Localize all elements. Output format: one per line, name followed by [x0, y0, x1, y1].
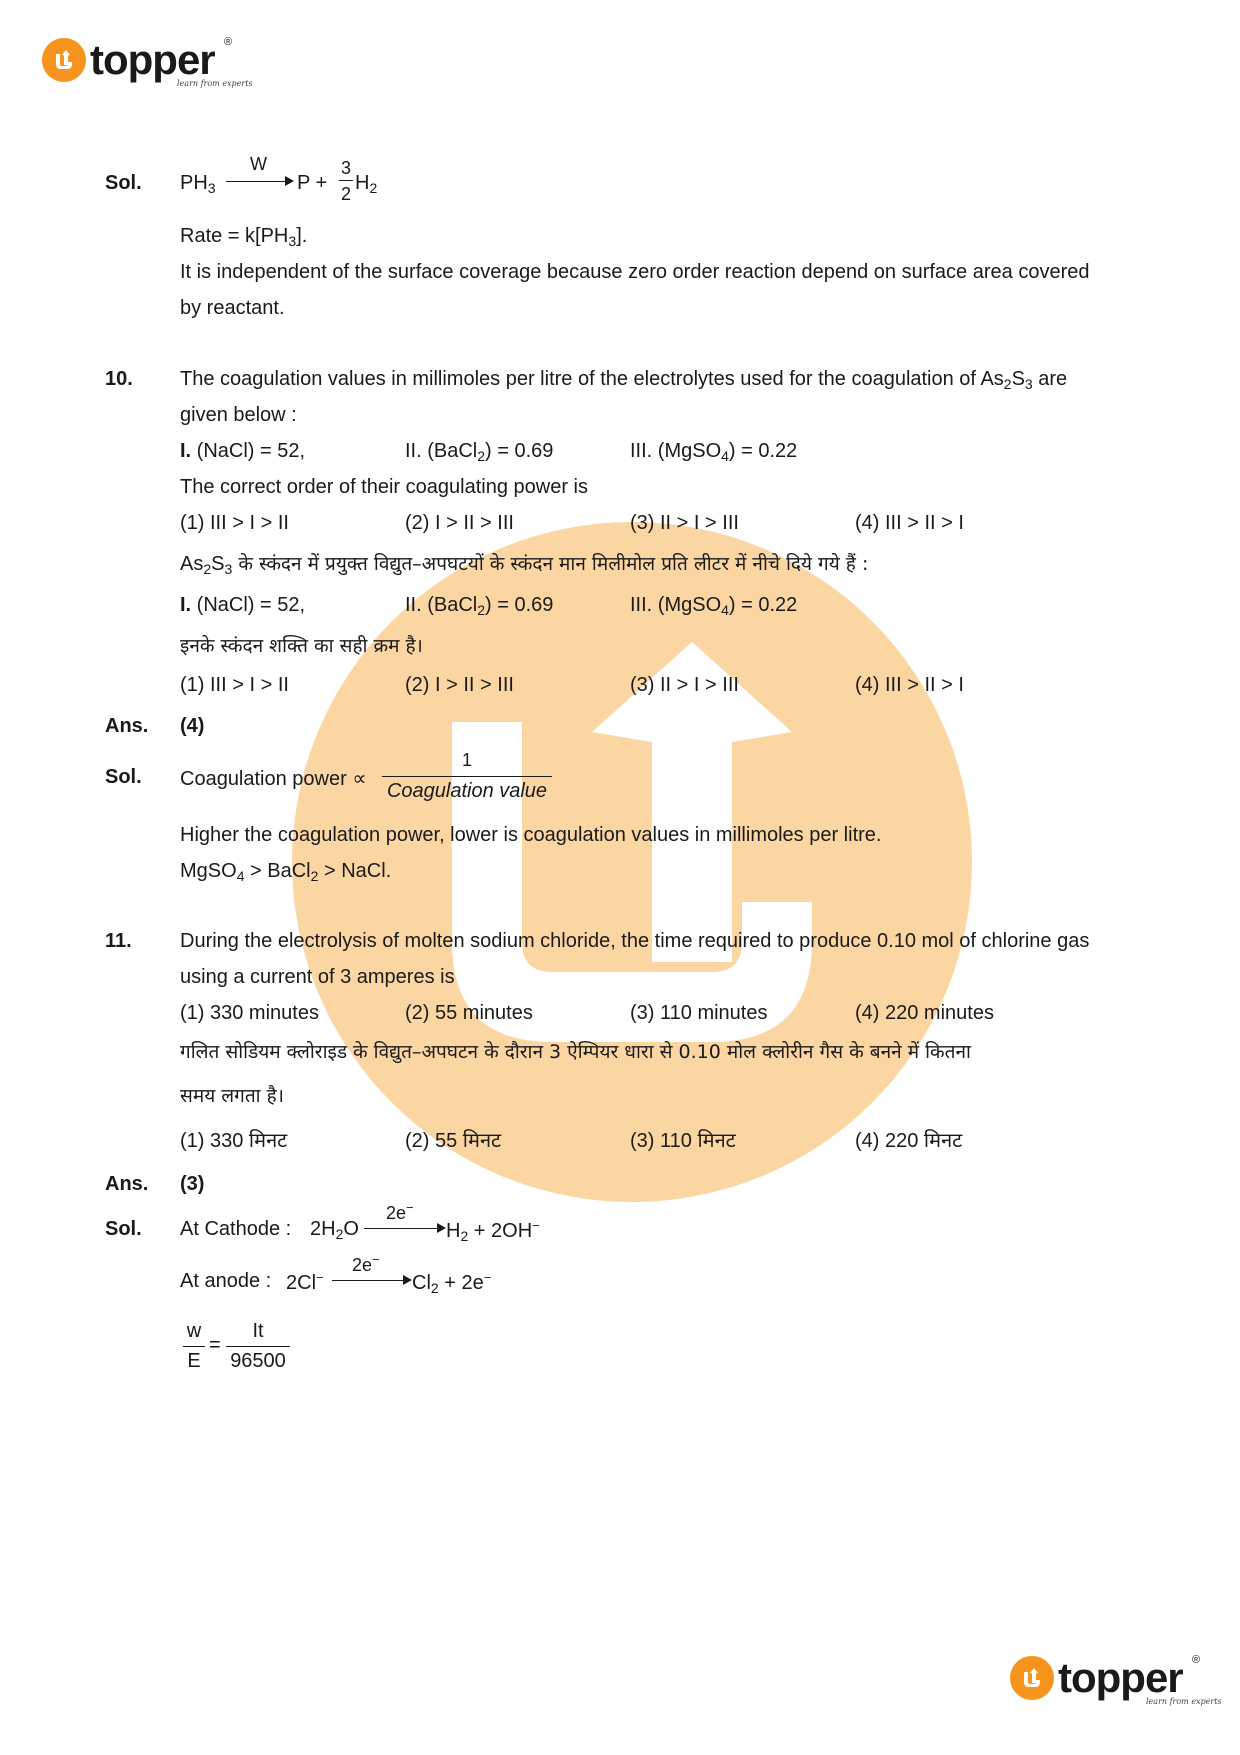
cathode-rhs: $H_2 + 2OH^-$	[446, 1218, 540, 1244]
anode-rhs: $Cl_2 + 2e^-$	[412, 1270, 492, 1296]
anode-label: At anode :	[180, 1270, 272, 1292]
q11-line1: During the electrolysis of molten sodium chloride, the time required to produce 0.10 mol of chlorine gas	[180, 930, 1090, 952]
q11-hindi-line2: समय लगता है।	[180, 1085, 284, 1107]
header-logo	[42, 36, 215, 84]
q10-line2: given below :	[180, 404, 297, 426]
question-number: 11.	[105, 930, 132, 952]
electrolyte-1: I. (NaCl) = 52,	[180, 440, 306, 462]
reaction-arrow	[226, 181, 292, 182]
registered-mark: ®	[1192, 1654, 1201, 1666]
ans-label: Ans.	[105, 715, 149, 737]
sol-label: Sol.	[105, 766, 142, 788]
anode-lhs: 2Cl−	[286, 1270, 324, 1294]
sol9-line1: It is independent of the surface coverage because zero order reaction depend on surface area covered	[180, 261, 1090, 283]
option-2: (2) I > II > III	[405, 512, 514, 534]
fraction-96500: 96500	[230, 1350, 286, 1372]
cathode-arrow	[364, 1228, 444, 1229]
answer-value: (4)	[180, 715, 205, 737]
fraction-bar	[183, 1346, 205, 1347]
brand-name: topper	[1058, 1654, 1183, 1701]
cathode-arrow-label: 2e−	[386, 1200, 414, 1223]
option-1: (1) 330 minutes	[180, 1002, 319, 1024]
rate-law: Rate = $k[PH_3]$.	[180, 225, 308, 249]
registered-mark: ®	[224, 36, 233, 48]
q11-hindi-line1: गलित सोडियम क्लोराइड के विद्युत–अपघटन के दौरान 3 ऐम्पियर धारा से 0.10 मोल क्लोरीन गैस के बनने में कितना	[180, 1041, 971, 1063]
hindi-option-1: (1) 330 मिनट	[180, 1130, 288, 1152]
topper-logo-icon	[1010, 1656, 1054, 1700]
q10-hindi-question: इनके स्कंदन शक्ति का सही क्रम है।	[180, 635, 423, 657]
hindi-option-4: (4) III > II > I	[855, 674, 964, 696]
hindi-option-3: (3) II > I > III	[630, 674, 739, 696]
arrow-label: W	[250, 154, 267, 174]
coagulation-power-text: Coagulation power ∝	[180, 768, 367, 790]
fraction-numerator: 1	[461, 750, 472, 770]
hindi-electrolyte-3: III. (MgSO$_4$) = 0.22	[630, 594, 798, 618]
sol10-line3: MgSO$_4$ > BaCl$_2$ > NaCl.	[180, 860, 392, 884]
option-2: (2) 55 minutes	[405, 1002, 533, 1024]
hindi-option-2: (2) I > II > III	[405, 674, 514, 696]
fraction-denominator: Coagulation value	[386, 780, 548, 802]
fraction-bar	[226, 1346, 290, 1347]
cathode-lhs: $2H_2O$	[310, 1218, 359, 1242]
equals-sign: =	[209, 1334, 221, 1356]
brand-name: topper	[90, 36, 215, 83]
brand-tagline: learn from experts	[177, 79, 253, 88]
fraction-bar	[382, 776, 552, 777]
fraction-e: E	[187, 1350, 201, 1372]
option-3: (3) II > I > III	[630, 512, 739, 534]
option-4: (4) 220 minutes	[855, 1002, 994, 1024]
option-3: (3) 110 minutes	[630, 1002, 768, 1024]
brand-tagline: learn from experts	[1146, 1697, 1222, 1706]
cathode-label: At Cathode :	[180, 1218, 292, 1240]
sol9-line2: by reactant.	[180, 297, 285, 319]
fraction-denominator: 2	[340, 184, 351, 204]
fraction-numerator: 3	[340, 158, 351, 178]
fraction-w: w	[186, 1320, 202, 1342]
anode-arrow-label: 2e−	[352, 1252, 380, 1275]
sol10-line2: Higher the coagulation power, lower is coagulation values in millimoles per litre.	[180, 824, 882, 846]
product-h2: $H_2$	[355, 172, 378, 196]
fraction-bar	[339, 180, 353, 181]
footer-logo	[1010, 1654, 1183, 1702]
anode-arrow	[332, 1280, 410, 1281]
electrolyte-3: III. (MgSO$_4$) = 0.22	[630, 440, 798, 464]
sol-label: Sol.	[105, 1218, 142, 1240]
hindi-option-2: (2) 55 मिनट	[405, 1130, 502, 1152]
electrolyte-2: II. (BaCl$_2$) = 0.69	[405, 440, 554, 464]
topper-logo-icon	[42, 38, 86, 82]
hindi-electrolyte-1: I. (NaCl) = 52,	[180, 594, 306, 616]
ans-label: Ans.	[105, 1173, 149, 1195]
product-p: P +	[297, 172, 328, 194]
hindi-option-3: (3) 110 मिनट	[630, 1130, 736, 1152]
hindi-electrolyte-2: II. (BaCl$_2$) = 0.69	[405, 594, 554, 618]
q11-line2: using a current of 3 amperes is	[180, 966, 455, 988]
answer-value: (3)	[180, 1173, 205, 1195]
q10-hindi-line1: $As_2S_3$ के स्कंदन में प्रयुक्त विद्युत–अपघटयों के स्कंदन मान मिलीमोल प्रति लीटर में नीचे दिये गये हैं :	[180, 553, 869, 577]
question-number: 10.	[105, 368, 133, 390]
option-4: (4) III > II > I	[855, 512, 964, 534]
sol-label: Sol.	[105, 172, 142, 194]
q10-line1: The coagulation values in millimoles per litre of the electrolytes used for the coagulation of $As_2S_3$ are	[180, 368, 1068, 392]
reaction-equation: $PH_3$	[180, 172, 216, 196]
fraction-it: It	[252, 1320, 264, 1342]
hindi-option-4: (4) 220 मिनट	[855, 1130, 963, 1152]
q10-question: The correct order of their coagulating power is	[180, 476, 588, 498]
hindi-option-1: (1) III > I > II	[180, 674, 289, 696]
option-1: (1) III > I > II	[180, 512, 289, 534]
